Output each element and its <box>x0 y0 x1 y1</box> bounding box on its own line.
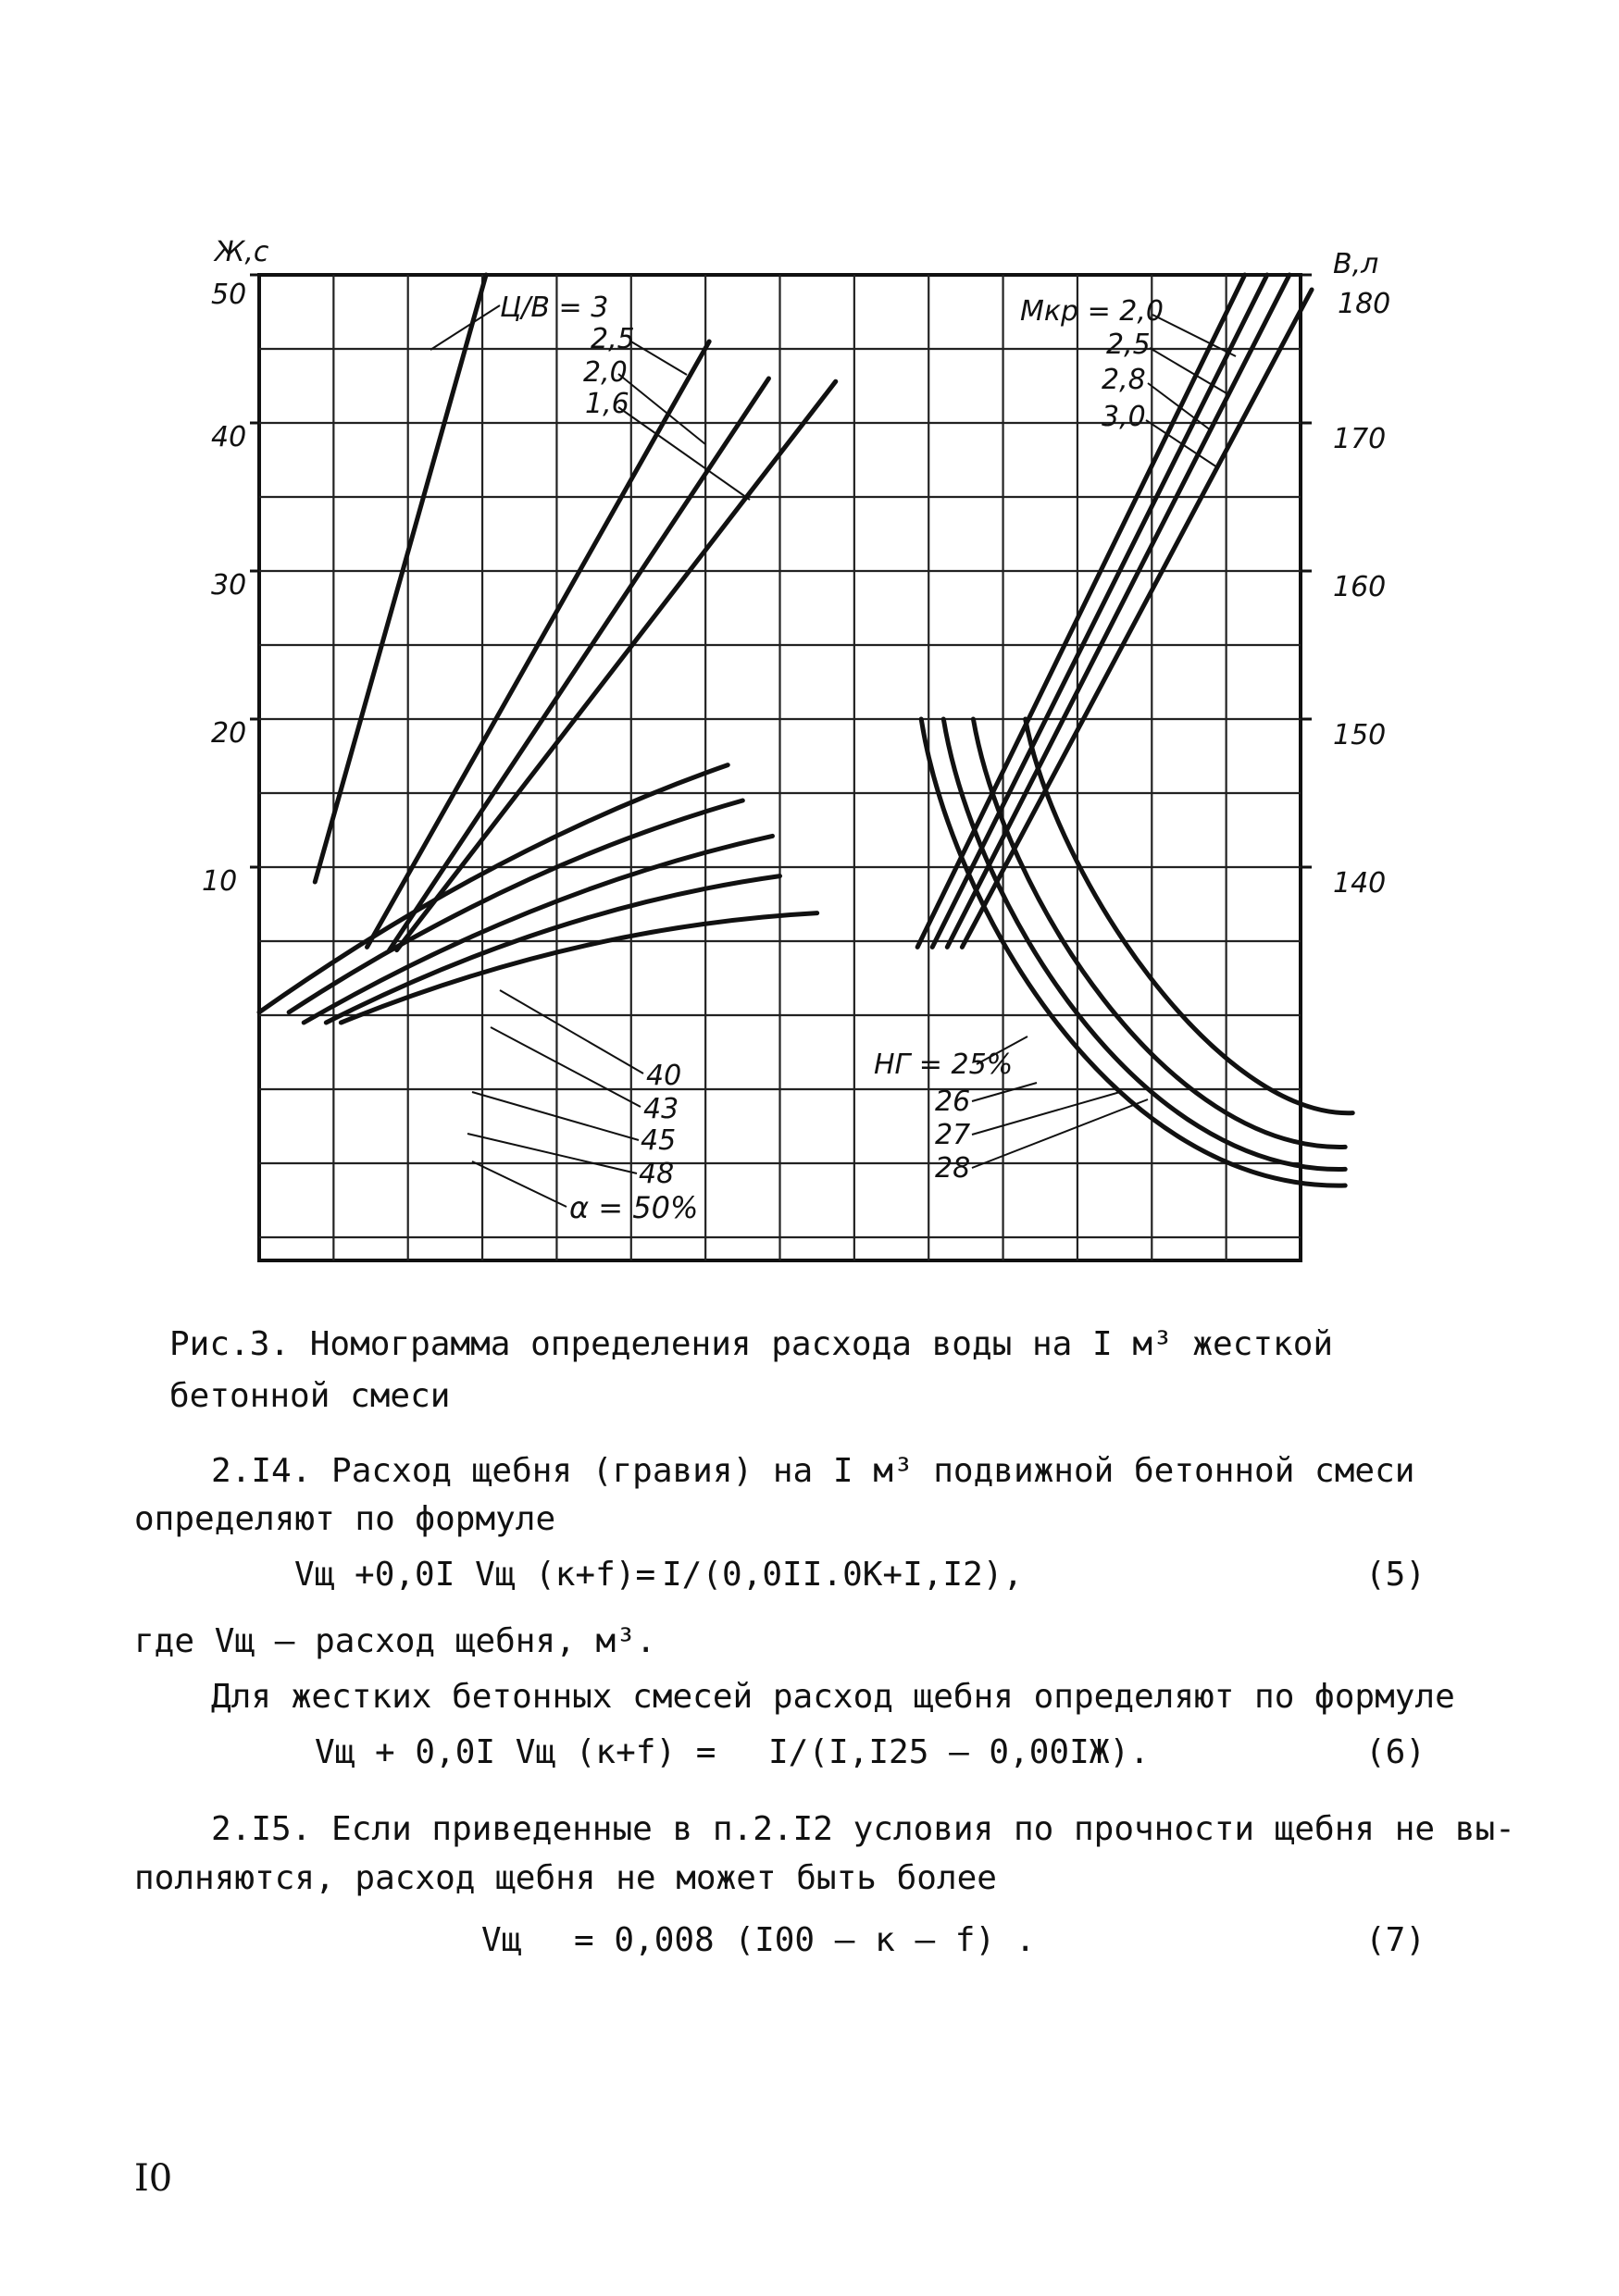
label-mkr-3-0: 3,0 <box>1102 401 1146 433</box>
label-cw-2-5: 2,5 <box>591 323 635 355</box>
leader-cw-1-6 <box>618 407 750 500</box>
label-alpha-40: 40 <box>646 1060 682 1092</box>
formula-7-lhs: Vщ <box>481 1921 522 1959</box>
right-tick-140: 140 <box>1333 867 1387 900</box>
curve-cement_water_ratio-2-0 <box>390 379 769 950</box>
leader-alpha-40 <box>500 990 643 1074</box>
where-line: где Vщ – расход щебня, м³. <box>134 1622 656 1660</box>
curve-sand_content-40 <box>259 765 728 1012</box>
left-axis-title: Ж,с <box>215 236 269 268</box>
label-ng-28: 28 <box>935 1152 971 1185</box>
para-2-14-line1: 2.I4. Расход щебня (гравия) на I м³ подвижной бетонной смеси <box>211 1452 1415 1490</box>
right-tick-170: 170 <box>1333 423 1387 455</box>
label-mkr-2-0: Мкр = 2,0 <box>1020 295 1164 328</box>
leader-cw-2-5 <box>629 341 687 375</box>
curve-cement_water_ratio-1-6 <box>397 381 836 949</box>
formula-7-rhs: = 0,008 (I00 – к – f) . <box>574 1921 1036 1959</box>
chart-curves <box>259 275 1352 1185</box>
para-2-15-line1: 2.I5. Если приведенные в п.2.I2 условия по прочности щебня не вы- <box>211 1810 1515 1848</box>
left-tick-50: 50 <box>211 279 247 311</box>
para-2-15-line2: полняются, расход щебня не может быть более <box>134 1859 997 1897</box>
right-tick-150: 150 <box>1333 719 1387 751</box>
label-alpha-43: 43 <box>643 1093 679 1125</box>
formula-5-rhs: I/(0,0II.0К+I,I2), <box>662 1556 1024 1594</box>
label-alpha-45: 45 <box>641 1124 677 1157</box>
formula-6-rhs: I/(I,I25 – 0,00IЖ). <box>768 1733 1150 1771</box>
right-tick-160: 160 <box>1333 571 1387 603</box>
left-tick-10: 10 <box>202 865 238 898</box>
curve-sand_content-45 <box>304 836 772 1023</box>
figure-caption: Рис.3. Номограмма определения расхода воды на I м³ жесткой бетонной смеси <box>169 1325 1334 1415</box>
label-mkr-2-8: 2,8 <box>1102 364 1146 396</box>
label-ng-27: 27 <box>935 1119 971 1151</box>
left-tick-40: 40 <box>211 421 247 453</box>
formula-6-number: (6) <box>1365 1733 1426 1771</box>
label-cw-2-0: 2,0 <box>583 356 628 389</box>
leader-alpha-50 <box>472 1161 567 1207</box>
leader-ng-26 <box>972 1083 1037 1101</box>
left-tick-30: 30 <box>211 569 247 602</box>
para-2-14-line2: определяют по формуле <box>134 1500 556 1538</box>
curve-cement_water_ratio-3 <box>315 275 486 882</box>
label-ng-25: НГ = 25% <box>874 1049 1014 1081</box>
right-axis-title: В,л <box>1333 248 1379 280</box>
label-cw-1-6: 1,6 <box>585 388 629 420</box>
formula-7-number: (7) <box>1365 1921 1426 1959</box>
label-mkr-2-5: 2,5 <box>1106 329 1151 361</box>
leader-alpha-48 <box>467 1134 637 1173</box>
label-cw-3: Ц/В = 3 <box>500 292 609 324</box>
formula-5-lhs: Vщ +0,0I Vщ (к+f)= <box>294 1556 656 1594</box>
curve-sand_content-43 <box>289 800 742 1012</box>
chart-grid <box>250 275 1312 1260</box>
chart-leader-lines <box>430 305 1236 1207</box>
formula-6-lhs: Vщ + 0,0I Vщ (к+f) = <box>315 1733 716 1771</box>
leader-ng-27 <box>972 1092 1120 1135</box>
leader-alpha-43 <box>491 1027 641 1107</box>
formula-5-number: (5) <box>1365 1556 1426 1594</box>
hard-mix-line: Для жестких бетонных смесей расход щебня определяют по формуле <box>211 1678 1455 1716</box>
label-alpha-48: 48 <box>639 1158 675 1190</box>
page-number: I0 <box>134 2157 173 2200</box>
leader-alpha-45 <box>472 1092 639 1140</box>
label-ng-26: 26 <box>935 1086 971 1118</box>
right-tick-180: 180 <box>1338 288 1391 320</box>
left-tick-20: 20 <box>211 717 247 750</box>
label-alpha-50: α = 50% <box>569 1190 699 1225</box>
curve-normal_consistency-25 <box>1026 719 1353 1113</box>
